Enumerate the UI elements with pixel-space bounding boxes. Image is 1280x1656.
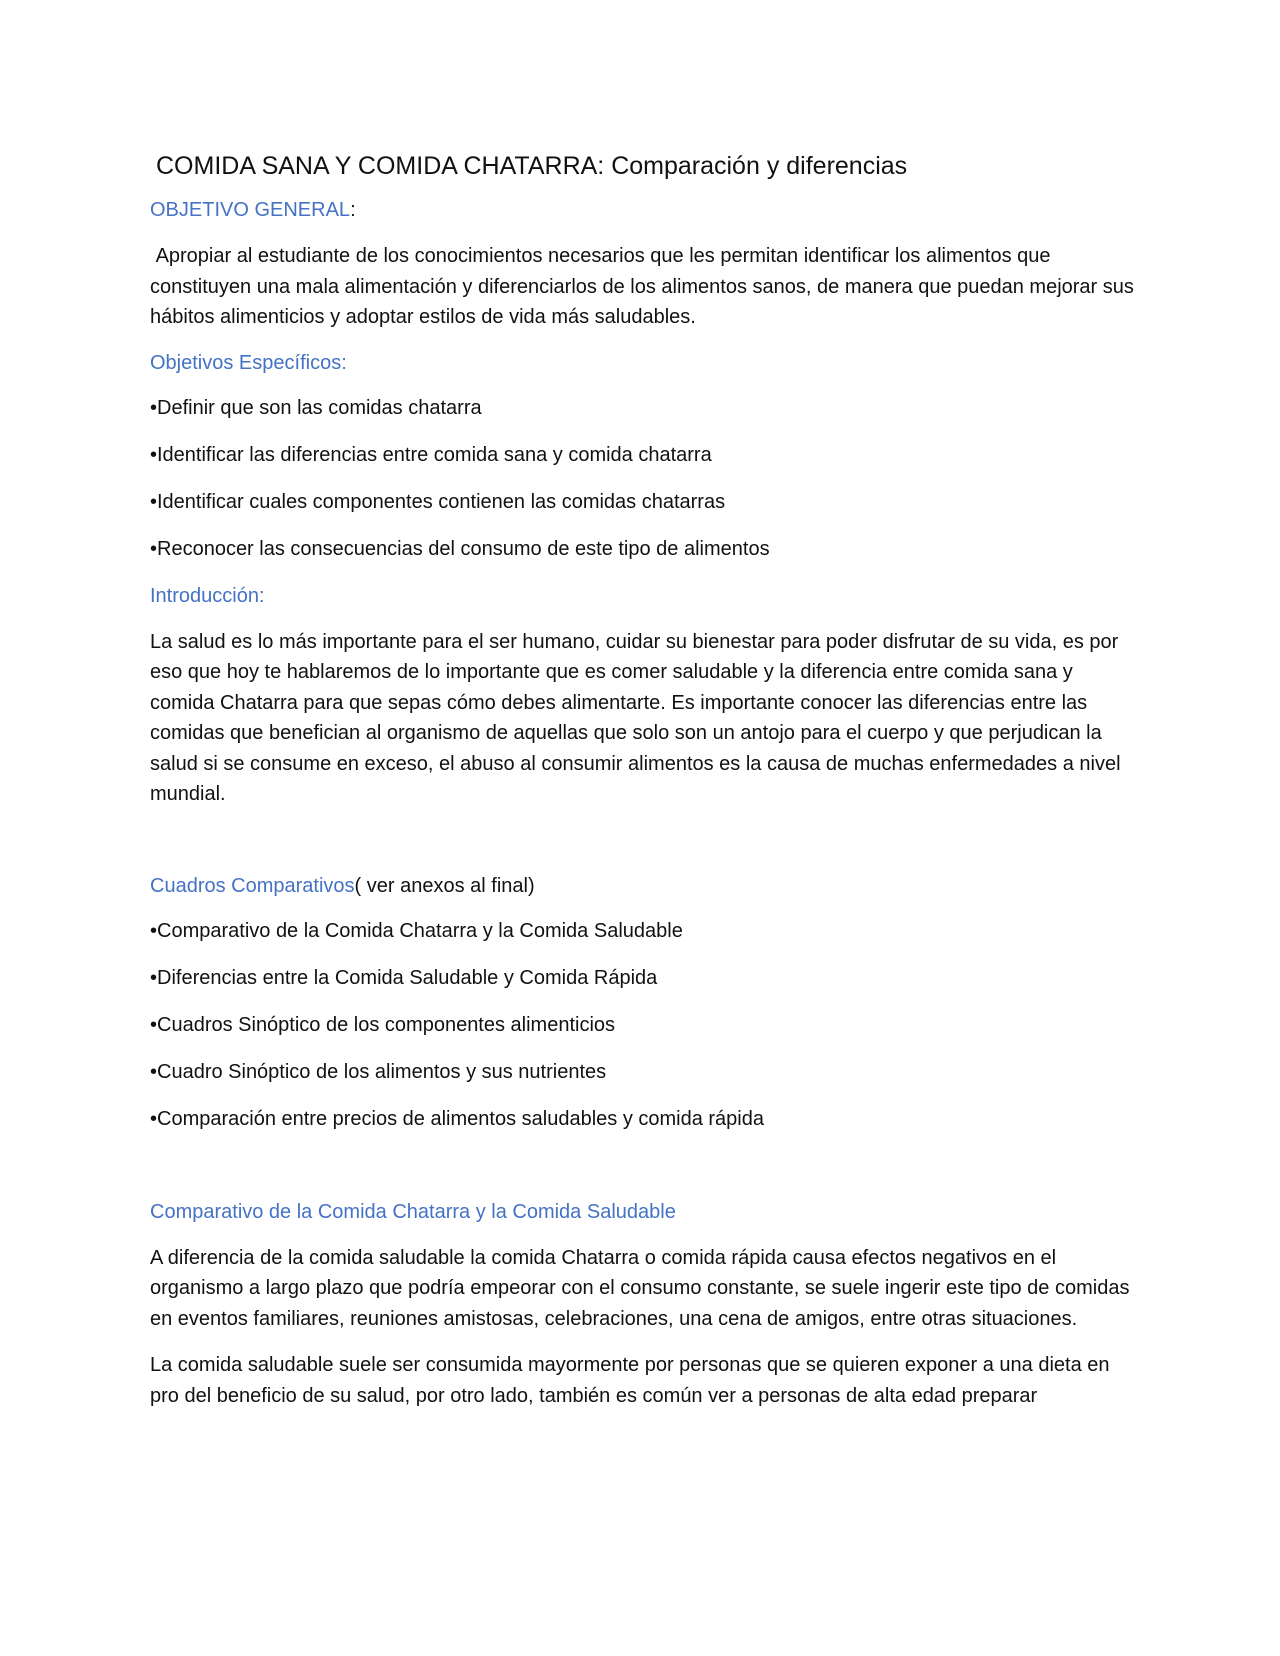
cuadros-heading xyxy=(150,872,1140,900)
objetivo-general-text xyxy=(150,241,1140,333)
cuadros-list xyxy=(150,917,1140,1133)
introduccion-text: La salud es lo más importante para el ser humano, cuidar su bienestar para poder disfrutar de su vida, es por eso que hoy te hablaremos de lo importante que es comer saludable y la diferencia entre comida sana y comida Chatarra para que sepas cómo debes alimentarte. Es importante conocer las diferencias entre las comidas que benefician al organismo de aquellas que solo son un antojo para el cuerpo y que perjudican la salud si se consume en exceso, el abuso al consumir alimentos es la causa de muchas enfermedades a nivel mundial. xyxy=(150,630,1121,805)
document-title: COMIDA SANA Y COMIDA CHATARRA: Comparación y diferencias xyxy=(156,152,908,180)
list-item: •Comparación entre precios de alimentos saludables y comida rápida xyxy=(150,1107,764,1130)
list-item: •Comparativo de la Comida Chatarra y la Comida Saludable xyxy=(150,919,683,942)
list-item: •Definir que son las comidas chatarra xyxy=(150,396,482,419)
cuadros-heading-text: Cuadros Comparativos xyxy=(150,874,355,897)
introduccion-heading: Introducción: xyxy=(150,584,265,607)
comparativo-paragraph-1: A diferencia de la comida saludable la comida Chatarra o comida rápida causa efectos negativos en el organismo a largo plazo que podría empeorar con el consumo constante, se suele ingerir este tipo de comidas en eventos familiares, reuniones amistosas, celebraciones, una cena de amigos, entre otras situaciones. xyxy=(150,1246,1130,1330)
list-item: •Identificar las diferencias entre comida sana y comida chatarra xyxy=(150,443,712,466)
objetivo-general-text-content: Apropiar al estudiante de los conocimientos necesarios que les permitan identificar los alimentos que constituyen una mala alimentación y diferenciarlos de los alimentos sanos, de manera que puedan mejorar sus hábitos alimenticios y adoptar estilos de vida más saludables. xyxy=(150,245,1134,328)
list-item: •Identificar cuales componentes contienen las comidas chatarras xyxy=(150,490,726,513)
objetivo-general-colon: : xyxy=(350,199,356,221)
list-item: •Cuadros Sinóptico de los componentes alimenticios xyxy=(150,1013,616,1036)
comparativo-heading: Comparativo de la Comida Chatarra y la Comida Saludable xyxy=(150,1200,676,1223)
comparativo-paragraph-2: La comida saludable suele ser consumida mayormente por personas que se quieren exponer a una dieta en pro del beneficio de su salud, por otro lado, también es común ver a personas de alta edad preparar xyxy=(150,1354,1110,1407)
list-item: •Cuadro Sinóptico de los alimentos y sus nutrientes xyxy=(150,1060,607,1083)
objetivo-general-heading-text: OBJETIVO GENERAL xyxy=(150,199,351,221)
blank-line xyxy=(150,826,1140,872)
blank-line xyxy=(150,1152,1140,1198)
list-item: •Reconocer las consecuencias del consumo de este tipo de alimentos xyxy=(150,537,770,560)
objetivos-especificos-heading: Objetivos Específicos: xyxy=(150,351,347,374)
list-item: •Diferencias entre la Comida Saludable y Comida Rápida xyxy=(150,966,658,989)
objetivos-especificos-list xyxy=(150,394,1140,563)
objetivo-general-heading xyxy=(150,196,1140,224)
cuadros-note: ( ver anexos al final) xyxy=(354,874,535,897)
document-page xyxy=(150,150,1140,1427)
